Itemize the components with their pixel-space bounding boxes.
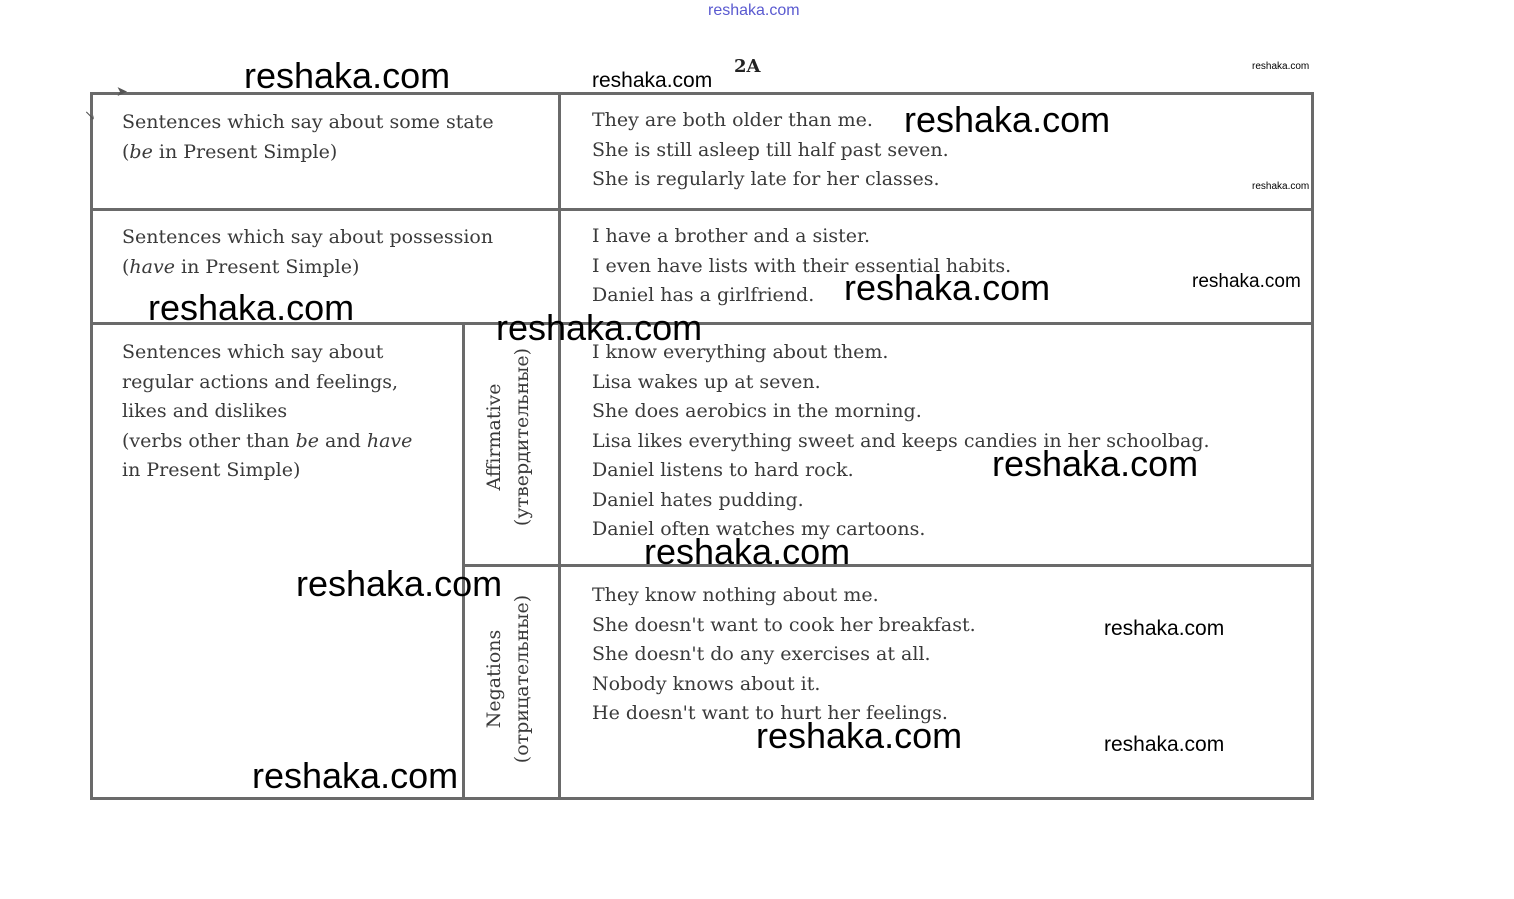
label-negations — [480, 574, 536, 784]
example-line: She is regularly late for her classes. — [592, 168, 940, 190]
watermark: reshaka.com — [992, 443, 1199, 484]
corner-mark: ↘ — [84, 108, 96, 124]
category-actions — [122, 338, 412, 486]
watermark: reshaka.com — [148, 287, 355, 328]
category-state-line1: Sentences which say about some state — [122, 111, 494, 133]
watermark: reshaka.com — [904, 99, 1111, 140]
category-possession-line1: Sentences which say about possession — [122, 226, 494, 248]
watermark: reshaka.com — [1192, 271, 1301, 292]
column-divider — [558, 92, 561, 800]
subcolumn-divider — [462, 322, 465, 800]
example-line: Nobody knows about it. — [592, 672, 821, 695]
label-affirmative-en: Affirmative — [483, 383, 505, 491]
example-line: Daniel hates pudding. — [592, 488, 804, 511]
paren-close: in Present Simple) — [174, 255, 360, 278]
watermark: reshaka.com — [244, 55, 451, 96]
category-actions-line: likes and dislikes — [122, 400, 288, 422]
example-line: Lisa wakes up at seven. — [592, 370, 821, 393]
example-line: Daniel has a girlfriend. — [592, 284, 815, 306]
watermark: reshaka.com — [1104, 617, 1225, 640]
verb-em: have — [366, 429, 413, 452]
verbs-and: and — [319, 429, 367, 452]
category-actions-verbs — [122, 427, 412, 457]
example-line: He doesn't want to hurt her feelings. — [592, 702, 948, 724]
example-line: They are both older than me. — [592, 109, 873, 131]
watermark: reshaka.com — [1104, 733, 1225, 756]
category-actions-verbs-line2: in Present Simple) — [122, 459, 301, 481]
watermark: reshaka.com — [844, 267, 1051, 308]
category-actions-line: regular actions and feelings, — [122, 370, 399, 393]
category-state — [122, 108, 494, 167]
row-divider-1 — [90, 208, 1314, 211]
table-border-bottom — [90, 797, 1314, 800]
paren-open: ( — [122, 140, 130, 163]
examples-state — [592, 106, 949, 195]
paren-close: in Present Simple) — [152, 140, 338, 163]
watermark: reshaka.com — [296, 563, 503, 604]
example-line: She doesn't do any exercises at all. — [592, 643, 931, 665]
exercise-label: 2A — [734, 56, 761, 77]
example-line: She is still asleep till half past seven. — [592, 138, 949, 161]
example-line: I have a brother and a sister. — [592, 225, 871, 247]
site-link[interactable]: reshaka.com — [708, 2, 800, 19]
category-possession — [122, 223, 493, 282]
example-line: Daniel listens to hard rock. — [592, 459, 854, 481]
category-possession-line2 — [122, 253, 493, 283]
watermark: reshaka.com — [1252, 61, 1310, 72]
table-border-right — [1311, 92, 1314, 800]
arrow-mark: ➤ — [116, 84, 128, 100]
label-negations-en: Negations — [483, 629, 505, 729]
example-line: Daniel often watches my cartoons. — [592, 518, 926, 540]
label-negations-ru: (отрицательные) — [511, 594, 533, 764]
verb-em: be — [295, 429, 320, 452]
example-line: Lisa likes everything sweet and keeps candies in her schoolbag. — [592, 429, 1210, 452]
category-state-line2 — [122, 138, 494, 168]
watermark: reshaka.com — [496, 307, 703, 348]
label-affirmative — [480, 326, 536, 548]
watermark: reshaka.com — [644, 531, 851, 572]
example-line: I know everything about them. — [592, 341, 889, 363]
table-border-left — [90, 92, 93, 800]
example-line: They know nothing about me. — [592, 584, 879, 606]
verb-em: be — [129, 140, 153, 163]
paren-open: ( — [122, 255, 130, 278]
category-actions-line: Sentences which say about — [122, 341, 384, 363]
example-line: I even have lists with their essential habits. — [592, 254, 1012, 277]
examples-affirmative — [592, 338, 1210, 545]
watermark: reshaka.com — [756, 715, 963, 756]
watermark: reshaka.com — [1252, 181, 1310, 192]
example-line: She does aerobics in the morning. — [592, 400, 922, 422]
watermark: reshaka.com — [252, 755, 459, 796]
examples-negations — [592, 581, 976, 729]
row-divider-3 — [462, 564, 1314, 567]
verbs-prefix: (verbs other than — [122, 429, 296, 452]
example-line: She doesn't want to cook her breakfast. — [592, 613, 976, 636]
verb-em: have — [129, 255, 175, 278]
label-affirmative-ru: (утвердительные) — [511, 347, 533, 527]
watermark: reshaka.com — [592, 69, 713, 92]
